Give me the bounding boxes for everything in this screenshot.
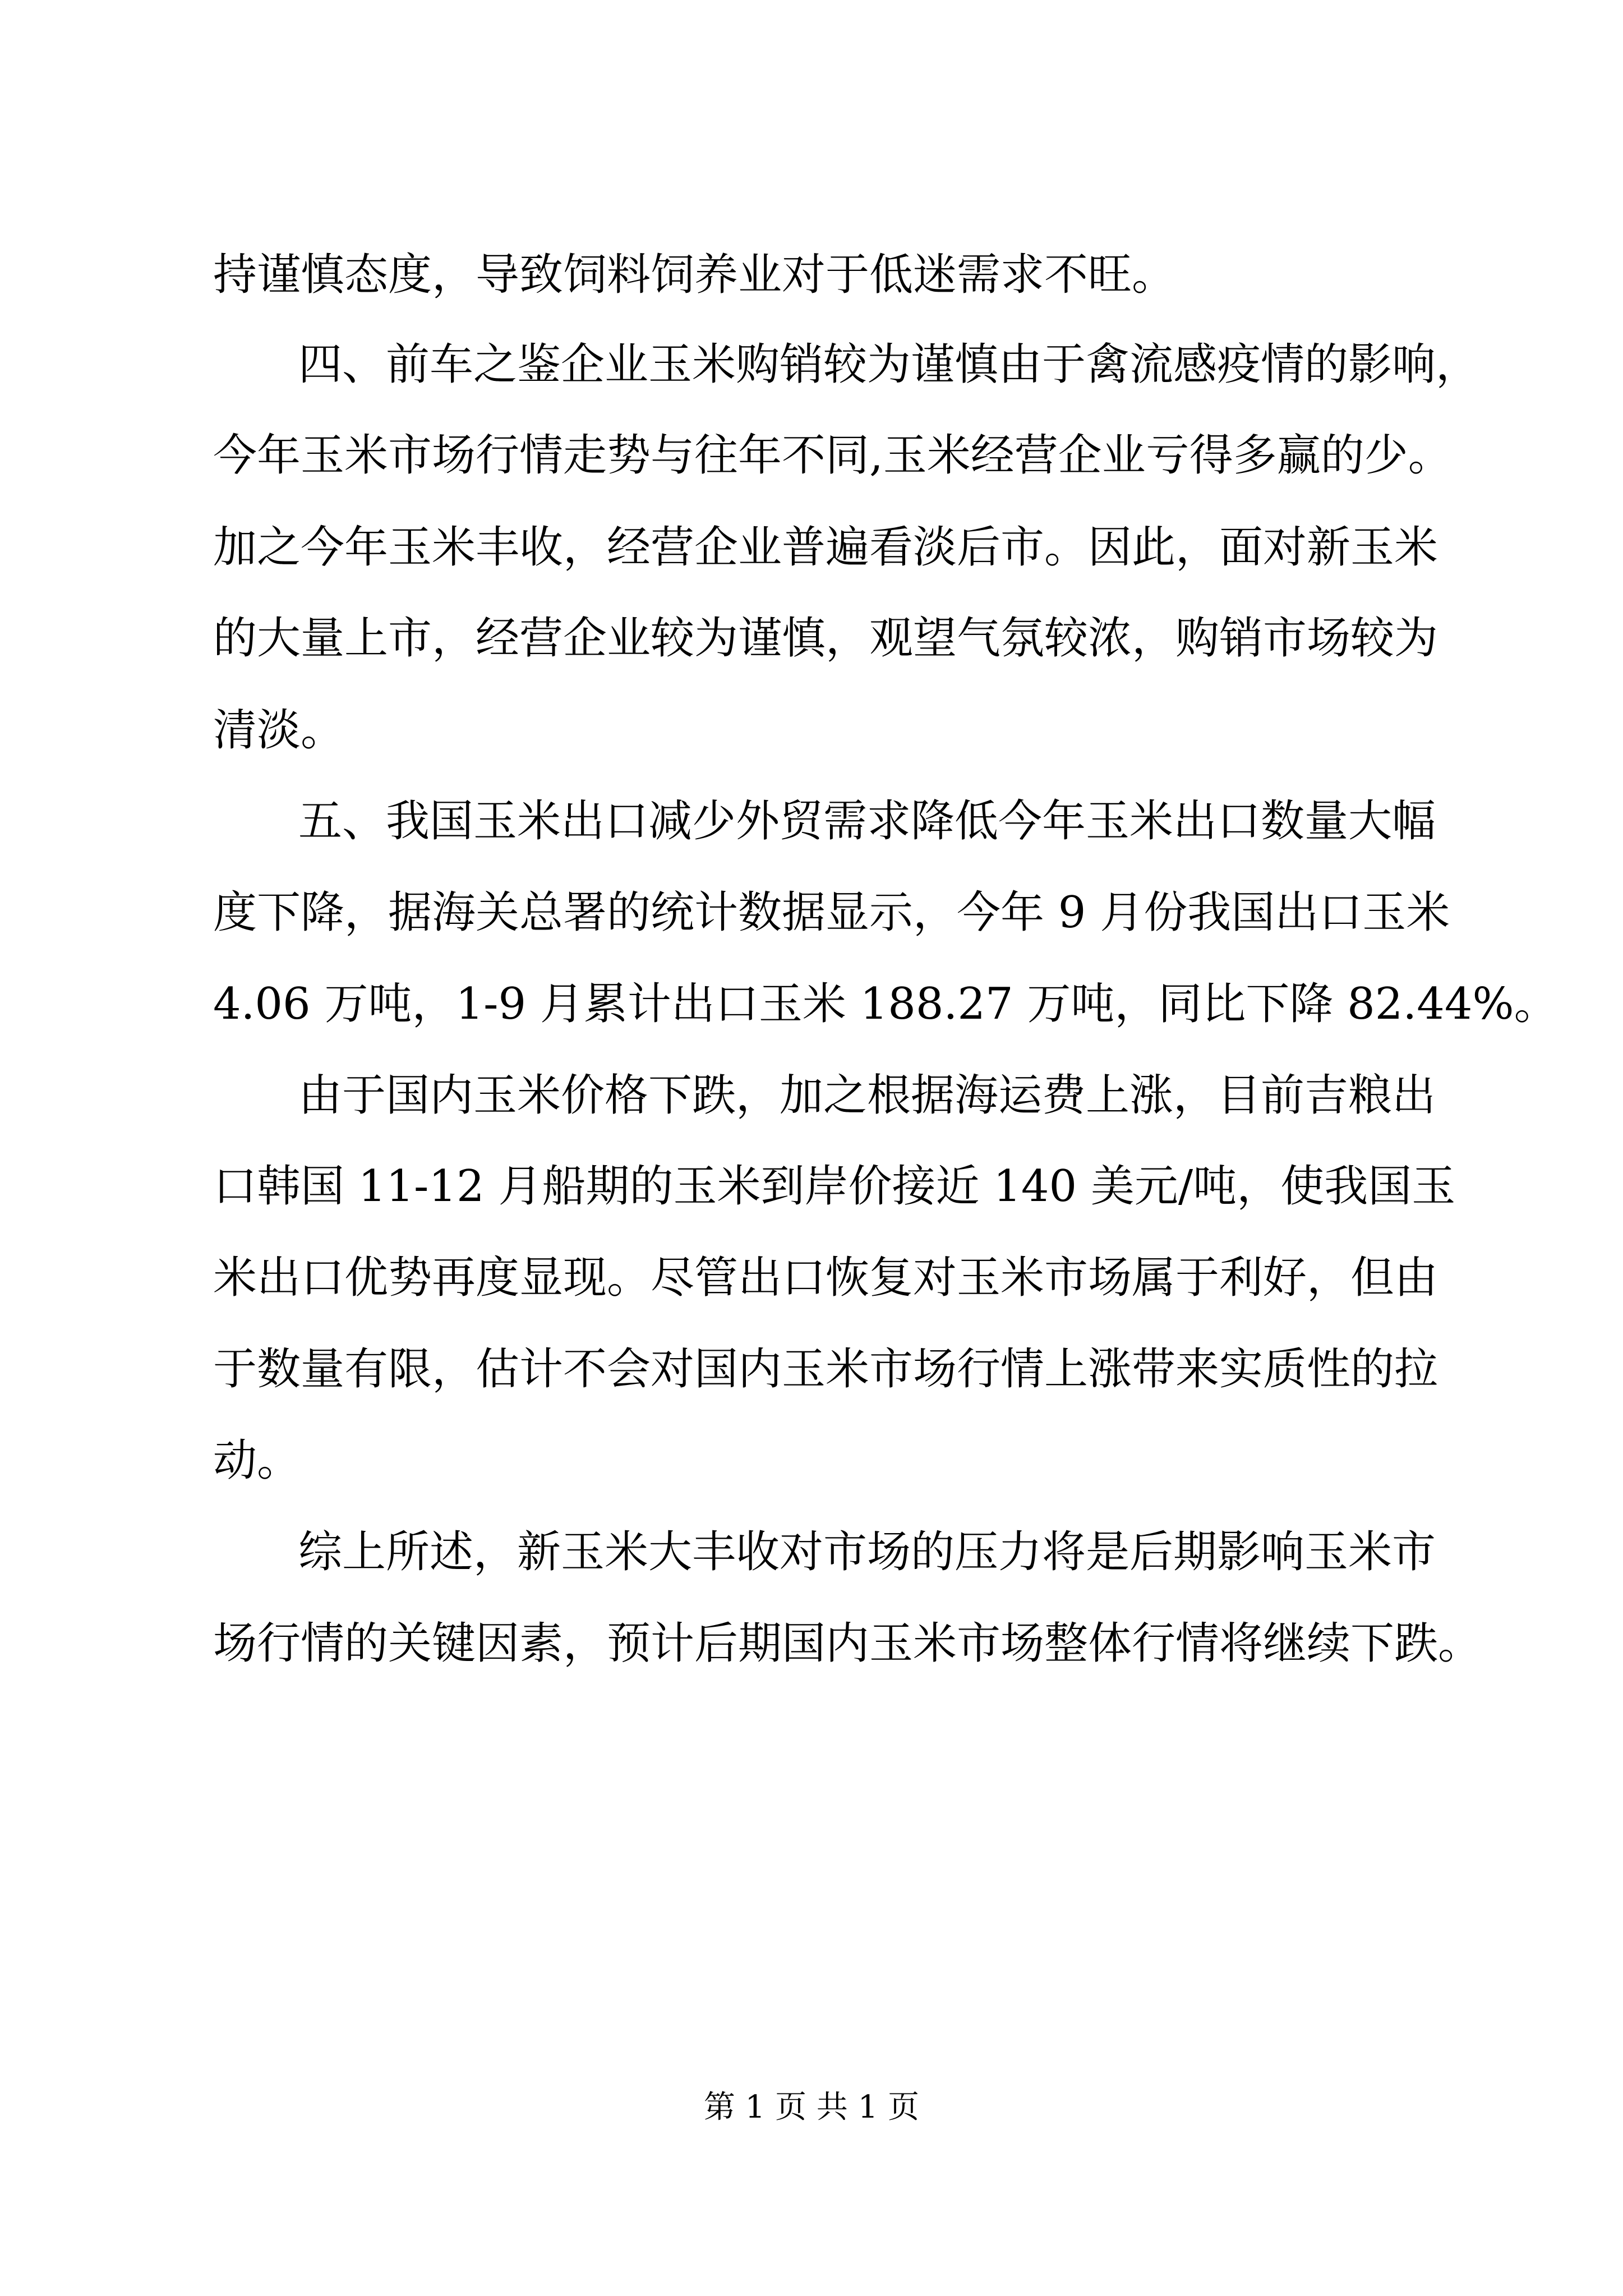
paragraph-4-line-4: 的大量上市，经营企业较为谨慎，观望气氛较浓，购销市场较为	[213, 613, 1438, 664]
paragraph-6-line-2: 口韩国 11-12 月船期的玉米到岸价接近 140 美元/吨，使我国玉	[213, 1161, 1456, 1212]
paragraph-4-line-1: 四、前车之鉴企业玉米购销较为谨慎由于禽流感疫情的影响，	[298, 339, 1480, 390]
paragraph-6-line-4: 于数量有限，估计不会对国内玉米市场行情上涨带来实质性的拉	[213, 1344, 1438, 1395]
paragraph-6-line-1: 由于国内玉米价格下跌，加之根据海运费上涨，目前吉粮出	[298, 1070, 1436, 1121]
paragraph-4-line-3: 加之今年玉米丰收，经营企业普遍看淡后市。因此，面对新玉米	[213, 522, 1438, 573]
paragraph-6-line-5: 动。	[213, 1435, 301, 1486]
paragraph-3-line-end: 持谨慎态度，导致饲料饲养业对于低迷需求不旺。	[213, 250, 1176, 300]
paragraph-7-line-1: 综上所述，新玉米大丰收对市场的压力将是后期影响玉米市	[298, 1527, 1436, 1577]
paragraph-4-line-2: 今年玉米市场行情走势与往年不同,玉米经营企业亏得多赢的少。	[213, 430, 1452, 481]
paragraph-7-line-2: 场行情的关键因素，预计后期国内玉米市场整体行情将继续下跌。	[213, 1618, 1482, 1669]
paragraph-6-line-3: 米出口优势再度显现。尽管出口恢复对玉米市场属于利好，但由	[213, 1253, 1438, 1303]
paragraph-5-line-1: 五、我国玉米出口减少外贸需求降低今年玉米出口数量大幅	[298, 796, 1436, 846]
paragraph-4-line-5: 清淡。	[213, 705, 345, 756]
paragraph-5-line-3: 4.06 万吨，1-9 月累计出口玉米 188.27 万吨，同比下降 82.44%。	[213, 979, 1558, 1029]
paragraph-5-line-2: 度下降，据海关总署的统计数据显示，今年 9 月份我国出口玉米	[213, 887, 1450, 938]
page-footer: 第 1 页 共 1 页	[703, 2089, 920, 2125]
